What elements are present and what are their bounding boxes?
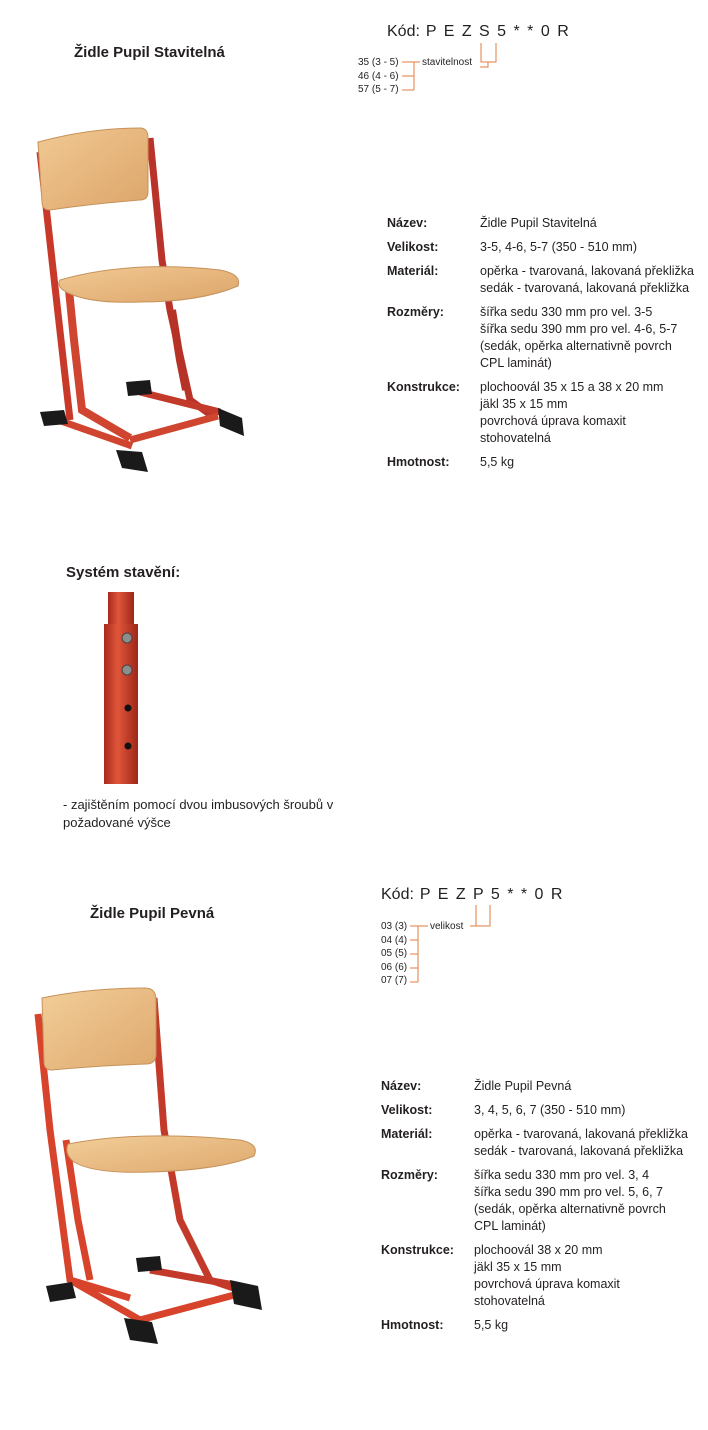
spec-row-material [387,263,707,297]
spec-value: opěrka - tvarovaná, lakovaná překližka [474,1127,689,1141]
product1-specs [387,215,707,478]
product2-code-options [381,920,407,988]
spec-value: jäkl 35 x 15 mm [480,397,568,411]
product2-code-label: velikost [430,921,464,932]
spec-value: jäkl 35 x 15 mm [474,1260,562,1274]
spec-value: 5,5 kg [474,1318,509,1332]
adjust-title: Systém stavění: [66,564,181,581]
spec-value: plochoovál 35 x 15 a 38 x 20 mm [480,380,664,394]
spec-value: šířka sedu 390 mm pro vel. 4-6, 5-7 [480,322,678,336]
spec-value: plochoovál 38 x 20 mm [474,1243,603,1257]
spec-value: šířka sedu 390 mm pro vel. 5, 6, 7 [474,1185,663,1199]
spec-value: opěrka - tvarovaná, lakovaná překližka [480,264,695,278]
spec-row-name [387,215,707,232]
spec-value: stohovatelná [474,1294,545,1308]
spec-row-size [387,239,707,256]
spec-row-dimensions [387,304,707,372]
spec-value: CPL laminát) [480,356,552,370]
spec-row-name [381,1078,701,1095]
code-option: 05 (5) [381,948,408,959]
spec-value: 3, 4, 5, 6, 7 (350 - 510 mm) [474,1103,626,1117]
product2-title: Židle Pupil Pevná [90,905,215,922]
spec-row-construction [387,379,707,447]
spec-value: 3-5, 4-6, 5-7 (350 - 510 mm) [480,240,638,254]
spec-value: 5,5 kg [480,455,515,469]
spec-key: Rozměry: [387,305,444,319]
spec-row-weight [387,454,707,471]
spec-key: Velikost: [387,240,439,254]
spec-value: Židle Pupil Stavitelná [480,216,597,230]
spec-value: povrchová úprava komaxit [474,1277,620,1291]
product1-code-value: P E Z S 5 * * 0 R [425,23,571,40]
spec-key: Hmotnost: [381,1318,444,1332]
code-option: 03 (3) [381,921,408,932]
product2-code-value: P E Z P 5 * * 0 R [419,886,564,903]
product2-specs [381,1078,701,1341]
spec-value: povrchová úprava komaxit [480,414,626,428]
fixed-chair-image [30,980,270,1360]
product1-code-options [358,56,399,97]
product2-code-connector [408,902,498,990]
code-option: 57 (5 - 7) [358,84,399,95]
product1-title: Židle Pupil Stavitelná [74,44,225,61]
spec-key: Konstrukce: [381,1243,454,1257]
spec-row-weight [381,1317,701,1334]
adjust-tube-image [100,590,150,790]
product2-code-prefix: Kód: [381,886,414,903]
adjust-note: - zajištěním pomocí dvou imbusových šroubů v požadované výšce [63,797,334,830]
code-option: 07 (7) [381,975,408,986]
spec-key: Hmotnost: [387,455,450,469]
spec-value: sedák - tvarovaná, lakovaná překližka [480,281,690,295]
spec-row-dimensions [381,1167,701,1235]
spec-key: Název: [381,1079,422,1093]
spec-key: Velikost: [381,1103,433,1117]
spec-row-size [381,1102,701,1119]
spec-row-material [381,1126,701,1160]
spec-key: Rozměry: [381,1168,438,1182]
product1-code-connector [400,40,510,100]
spec-key: Materiál: [381,1127,433,1141]
spec-key: Název: [387,216,428,230]
product1-code-prefix: Kód: [387,23,420,40]
spec-value: Židle Pupil Pevná [474,1079,572,1093]
code-option: 06 (6) [381,961,408,973]
spec-value: (sedák, opěrka alternativně povrch [474,1202,666,1216]
spec-key: Materiál: [387,264,439,278]
spec-value: (sedák, opěrka alternativně povrch [480,339,672,353]
adjustable-chair-image [30,120,255,480]
product1-code-label: stavitelnost [422,57,473,68]
code-option: 46 (4 - 6) [358,70,399,82]
code-option: 35 (3 - 5) [358,57,399,68]
code-option: 04 (4) [381,934,408,946]
product1-code [387,23,570,41]
spec-value: šířka sedu 330 mm pro vel. 3-5 [480,305,653,319]
spec-value: CPL laminát) [474,1219,546,1233]
spec-key: Konstrukce: [387,380,460,394]
spec-value: sedák - tvarovaná, lakovaná překližka [474,1144,684,1158]
spec-value: šířka sedu 330 mm pro vel. 3, 4 [474,1168,650,1182]
spec-value: stohovatelná [480,431,551,445]
spec-row-construction [381,1242,701,1310]
